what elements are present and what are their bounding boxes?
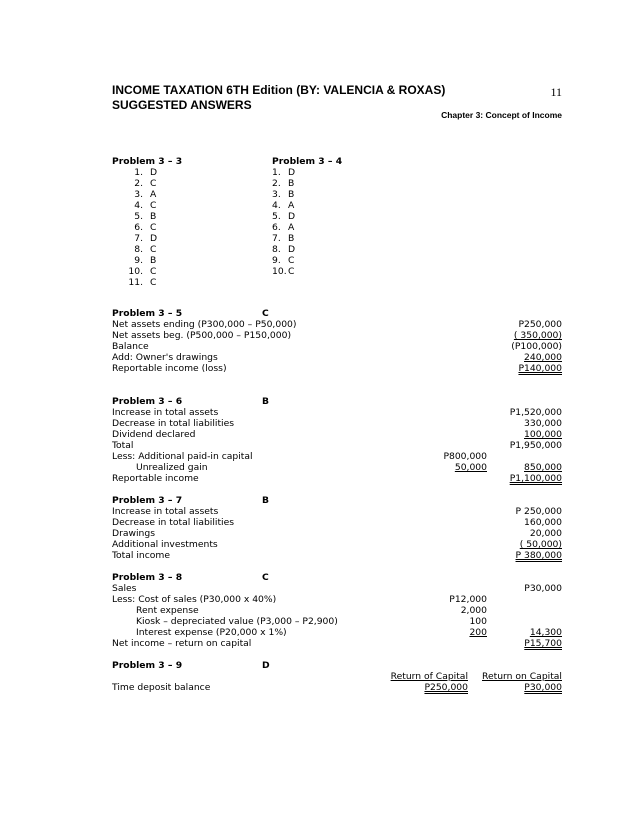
answer-letter: B — [288, 178, 295, 189]
answer-number: 5. — [272, 211, 281, 222]
row-amount: 14,300 — [529, 627, 562, 638]
answer-letter: C — [150, 200, 157, 211]
answer-letter: C — [150, 178, 157, 189]
answer-number: 3. — [272, 189, 281, 200]
answer-letter: B — [150, 255, 157, 266]
answer-number: 4. — [134, 200, 143, 211]
row-label: Total — [112, 440, 134, 451]
row-label: Total income — [112, 550, 171, 561]
row-label: Reportable income (loss) — [112, 363, 227, 374]
row-sub-amount: 50,000 — [454, 462, 487, 473]
row-amount: 850,000 — [524, 462, 562, 473]
row-amount: P 380,000 — [515, 550, 562, 561]
problem-3-7-title: Problem 3 – 7 — [112, 495, 183, 506]
answer-letter: D — [150, 167, 158, 178]
row-amount: 100,000 — [524, 429, 562, 440]
answer-number: 4. — [272, 200, 281, 211]
problem-3-8-title: Problem 3 – 8 — [112, 572, 183, 583]
row-label: Add: Owner's drawings — [112, 352, 218, 363]
problem-3-4-title: Problem 3 – 4 — [272, 156, 343, 167]
answer-number: 9. — [134, 255, 143, 266]
row-label: Additional investments — [112, 539, 218, 550]
row-label: Less: Additional paid-in capital — [112, 451, 253, 462]
answer-number: 9. — [272, 255, 281, 266]
row-label: Decrease in total liabilities — [112, 517, 235, 528]
document-subtitle: SUGGESTED ANSWERS — [112, 98, 252, 112]
answer-number: 6. — [134, 222, 143, 233]
row-amount: ( 350,000) — [513, 330, 562, 341]
answer-number: 10. — [128, 266, 143, 277]
problem-3-9-title: Problem 3 – 9 — [112, 660, 183, 671]
problem-3-7-answer: B — [262, 495, 270, 506]
answer-number: 5. — [134, 211, 143, 222]
problem-3-6-answer: B — [262, 396, 270, 407]
answer-number: 8. — [272, 244, 281, 255]
answer-letter: B — [150, 211, 157, 222]
answer-letter: A — [288, 222, 295, 233]
row-label: Reportable income — [112, 473, 199, 484]
answer-letter: D — [288, 211, 296, 222]
row-sub-amount: 200 — [469, 627, 487, 638]
answer-letter: A — [150, 189, 157, 200]
row-label: Net assets ending (P300,000 – P50,000) — [112, 319, 297, 330]
row-amount: P1,950,000 — [509, 440, 562, 451]
row-sub-amount: P800,000 — [443, 451, 487, 462]
row-amount: ( 50,000) — [519, 539, 562, 550]
time-deposit-label: Time deposit balance — [112, 682, 211, 693]
answer-letter: C — [288, 266, 295, 277]
answer-number: 2. — [134, 178, 143, 189]
row-sub-amount: 2,000 — [460, 605, 487, 616]
answer-number: 7. — [134, 233, 143, 244]
answer-letter: D — [288, 244, 296, 255]
problem-3-3-title: Problem 3 – 3 — [112, 156, 183, 167]
row-amount: P140,000 — [518, 363, 562, 374]
row-label: Sales — [112, 583, 137, 594]
page-number: 11 — [550, 85, 562, 99]
return-on-capital-header: Return on Capital — [482, 671, 562, 682]
problem-3-8-answer: C — [262, 572, 269, 583]
row-label: Drawings — [112, 528, 155, 539]
row-amount: P1,520,000 — [509, 407, 562, 418]
row-label: Less: Cost of sales (P30,000 x 40%) — [112, 594, 277, 605]
answer-letter: D — [288, 167, 296, 178]
row-amount: P15,700 — [524, 638, 562, 649]
answer-number: 2. — [272, 178, 281, 189]
document-title: INCOME TAXATION 6TH Edition (BY: VALENCIA & ROXAS) — [112, 83, 446, 97]
return-on-capital-value: P30,000 — [524, 682, 562, 693]
answer-number: 7. — [272, 233, 281, 244]
row-amount: P250,000 — [518, 319, 562, 330]
problem-3-6-title: Problem 3 – 6 — [112, 396, 183, 407]
row-label: Interest expense (P20,000 x 1%) — [136, 627, 287, 638]
problem-3-5-title: Problem 3 – 5 — [112, 308, 183, 319]
answer-number: 11. — [128, 277, 143, 288]
row-amount: P1,100,000 — [509, 473, 562, 484]
answer-number: 1. — [272, 167, 281, 178]
row-label: Dividend declared — [112, 429, 196, 440]
row-sub-amount: P12,000 — [449, 594, 487, 605]
row-amount: (P100,000) — [511, 341, 562, 352]
row-label: Net income – return on capital — [112, 638, 252, 649]
answer-letter: B — [288, 189, 295, 200]
answer-letter: C — [288, 255, 295, 266]
row-amount: 330,000 — [524, 418, 562, 429]
row-label: Kiosk – depreciated value (P3,000 – P2,900) — [136, 616, 338, 627]
return-of-capital-header: Return of Capital — [390, 671, 468, 682]
row-label: Balance — [112, 341, 149, 352]
row-label: Decrease in total liabilities — [112, 418, 235, 429]
answer-number: 6. — [272, 222, 281, 233]
row-label: Unrealized gain — [136, 462, 208, 473]
answer-letter: B — [288, 233, 295, 244]
row-amount: P 250,000 — [515, 506, 562, 517]
row-label: Rent expense — [136, 605, 199, 616]
return-of-capital-value: P250,000 — [424, 682, 468, 693]
answer-number: 10. — [272, 266, 287, 277]
row-sub-amount: 100 — [469, 616, 487, 627]
chapter-title: Chapter 3: Concept of Income — [441, 110, 562, 120]
answer-letter: C — [150, 266, 157, 277]
answer-letter: C — [150, 277, 157, 288]
answer-number: 8. — [134, 244, 143, 255]
answer-number: 1. — [134, 167, 143, 178]
row-label: Increase in total assets — [112, 506, 219, 517]
answer-letter: D — [150, 233, 158, 244]
row-label: Net assets beg. (P500,000 – P150,000) — [112, 330, 292, 341]
problem-3-5-answer: C — [262, 308, 269, 319]
answer-letter: C — [150, 244, 157, 255]
problem-3-9-answer: D — [262, 660, 270, 671]
answer-letter: A — [288, 200, 295, 211]
row-amount: 160,000 — [524, 517, 562, 528]
answer-number: 3. — [134, 189, 143, 200]
answer-letter: C — [150, 222, 157, 233]
row-label: Increase in total assets — [112, 407, 219, 418]
row-amount: 20,000 — [529, 528, 562, 539]
row-amount: 240,000 — [524, 352, 562, 363]
row-amount: P30,000 — [524, 583, 562, 594]
